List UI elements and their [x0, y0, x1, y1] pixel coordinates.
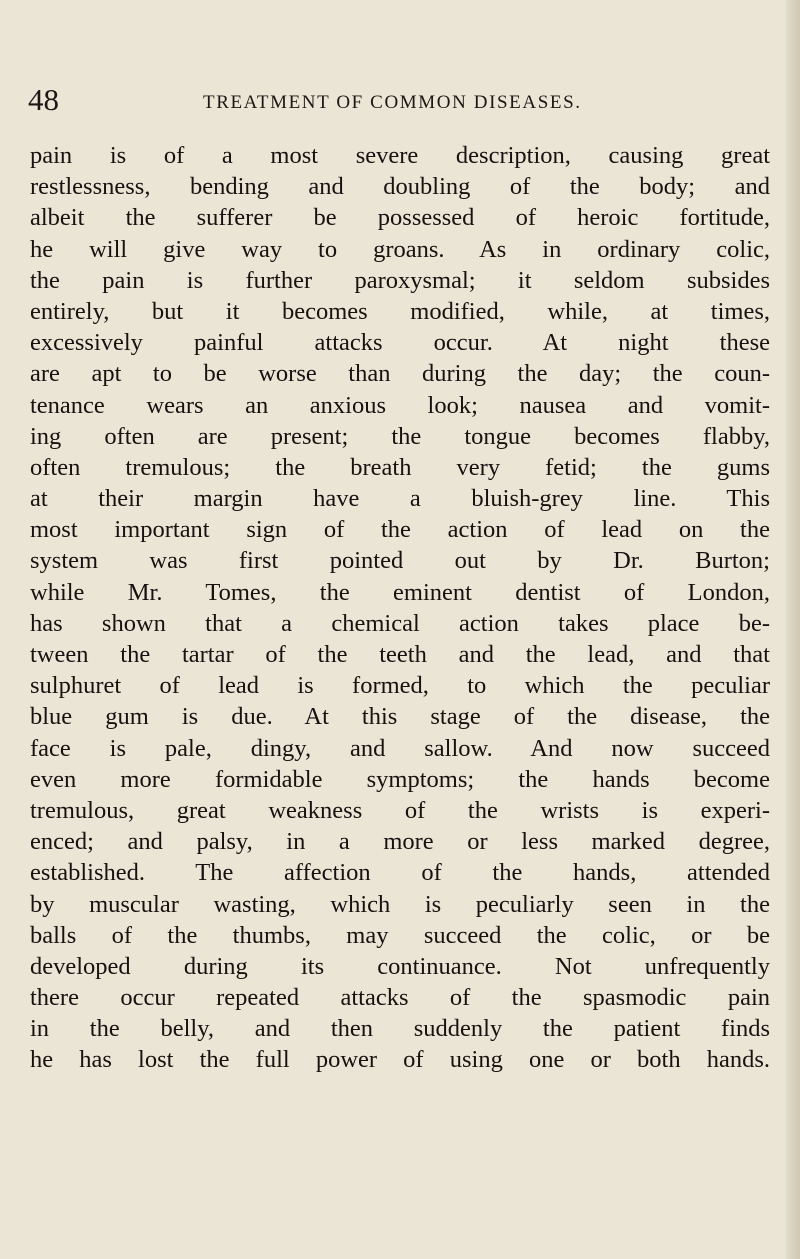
running-title: TREATMENT OF COMMON DISEASES. [203, 92, 582, 113]
text-line: by muscular wasting, which is peculiarly seen in the [30, 890, 770, 918]
text-line: system was first pointed out by Dr. Burton; [30, 547, 770, 575]
text-line: albeit the sufferer be possessed of heroic fortitude, [30, 204, 770, 232]
page-edge-shadow [786, 0, 800, 1259]
text-line: blue gum is due. At this stage of the disease, the [30, 703, 770, 731]
text-line: has shown that a chemical action takes place be- [30, 609, 770, 637]
text-line: developed during its continuance. Not unfrequently [30, 952, 770, 980]
text-line: face is pale, dingy, and sallow. And now succeed [30, 734, 770, 762]
text-line: ing often are present; the tongue becomes flabby, [30, 422, 770, 450]
text-line: at their margin have a bluish-grey line. This [30, 485, 770, 513]
text-line: often tremulous; the breath very fetid; the gums [30, 453, 770, 481]
text-line: entirely, but it becomes modified, while, at times, [30, 297, 770, 325]
text-line: he will give way to groans. As in ordinary colic, [30, 235, 770, 263]
text-line: restlessness, bending and doubling of the body; and [30, 173, 770, 201]
text-line: there occur repeated attacks of the spasmodic pain [30, 984, 770, 1012]
text-line: established. The affection of the hands, attended [30, 859, 770, 887]
text-line: sulphuret of lead is formed, to which the peculiar [30, 672, 770, 700]
text-line: tremulous, great weakness of the wrists is experi- [30, 796, 770, 824]
text-line: excessively painful attacks occur. At night these [30, 329, 770, 357]
text-line: pain is of a most severe description, causing great [30, 142, 770, 169]
body-text [30, 140, 770, 1076]
text-line: while Mr. Tomes, the eminent dentist of London, [30, 578, 770, 606]
text-line: tween the tartar of the teeth and the lead, and that [30, 641, 770, 668]
text-line: most important sign of the action of lead on the [30, 516, 770, 544]
text-line: in the belly, and then suddenly the patient finds [30, 1015, 770, 1043]
text-line: are apt to be worse than during the day; the coun- [30, 360, 770, 388]
text-line: balls of the thumbs, may succeed the colic, or be [30, 921, 770, 949]
text-line: he has lost the full power of using one or both hands. [30, 1046, 770, 1074]
text-line: enced; and palsy, in a more or less marked degree, [30, 828, 770, 856]
text-line: tenance wears an anxious look; nausea and vomit- [30, 391, 770, 419]
page-number: 48 [28, 82, 59, 117]
running-header [28, 82, 770, 122]
text-line: even more formidable symptoms; the hands become [30, 765, 770, 793]
text-line: the pain is further paroxysmal; it seldom subsides [30, 266, 770, 294]
